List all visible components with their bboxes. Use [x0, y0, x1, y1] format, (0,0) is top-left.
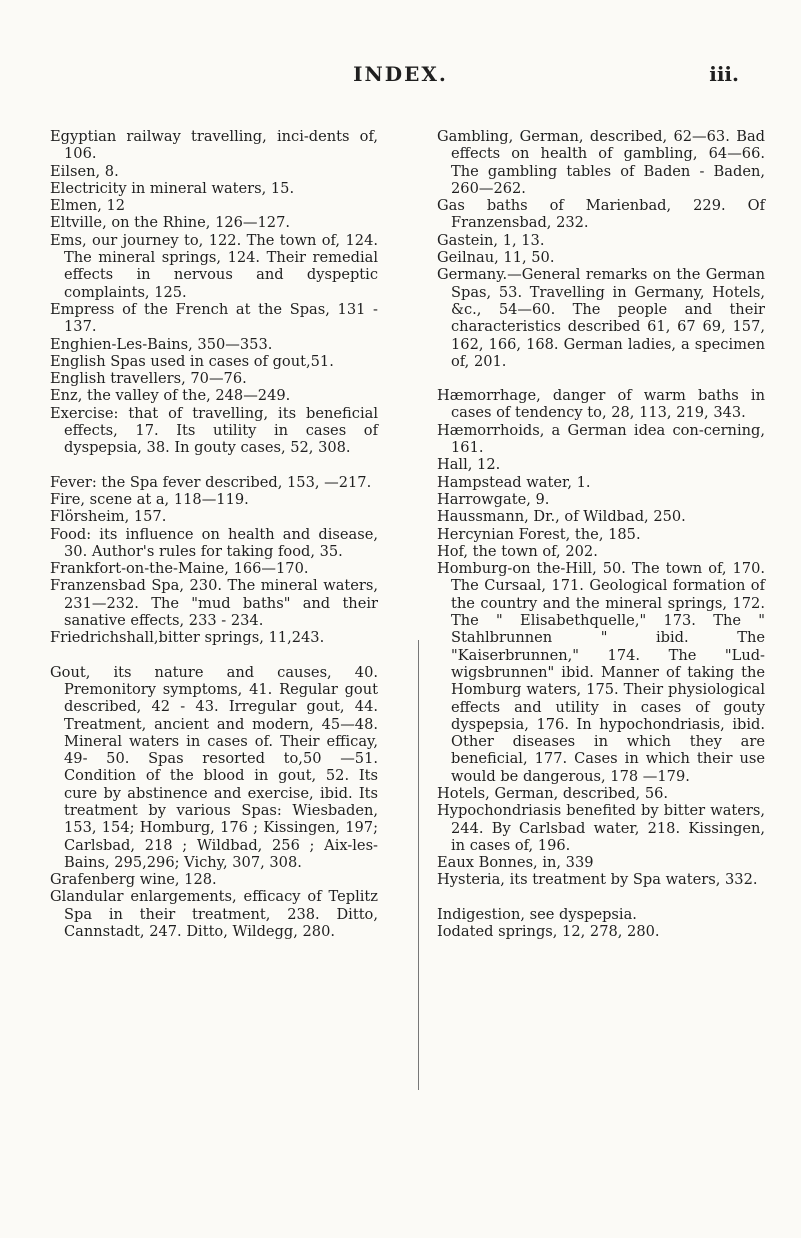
index-entry: Hysteria, its treatment by Spa waters, 332.	[437, 871, 758, 889]
index-entry: Gambling, German, described, 62—63. Bad effects on health of gambling, 64—66. The gambling tables of Baden - Baden, 260—262.	[437, 128, 765, 197]
index-entry: Ems, our journey to, 122. The town of, 124. The mineral springs, 124. Their remedial effects in nervous and dyspeptic complaints, 125.	[50, 231, 378, 301]
index-entry: Enghien-Les-Bains, 350—353.	[50, 335, 273, 353]
column-divider	[418, 640, 419, 1090]
index-entry: Food: its influence on health and disease, 30. Author's rules for taking food, 35.	[50, 525, 378, 560]
index-entry: Electricity in mineral waters, 15.	[50, 179, 295, 197]
index-entry: English travellers, 70—76.	[50, 370, 247, 388]
index-entry: Fire, scene at a, 118—119.	[50, 490, 249, 508]
index-entry: Hypochondriasis benefited by bitter waters, 244. By Carlsbad water, 218. Kissingen, in cases of, 196.	[437, 802, 765, 854]
index-entry: Hercynian Forest, the, 185.	[437, 525, 641, 543]
index-entry: Germany.—General remarks on the German Spas, 53. Travelling in Germany, Hotels, &c., 54—60. The people and their characteristics described 61, 67 69, 157, 162, 166, 168. German ladies, a specimen of, 201.	[437, 266, 765, 370]
index-entry: Franzensbad Spa, 230. The mineral waters, 231—232. The "mud baths" and their sanative effects, 233 - 234.	[50, 577, 378, 630]
index-entry: Eilsen, 8.	[50, 162, 119, 180]
index-entry: Empress of the French at the Spas, 131 - 137.	[50, 300, 378, 336]
index-entry: Gout, its nature and causes, 40. Premonitory symptoms, 41. Regular gout described, 42 - 43. Irregular gout, 44. Treatment, ancient and modern, 45—48. Mineral waters in cases of. Their efficay, 49- 50. Spas resorted to,50 —51. Condition of the blood in gout, 52. Its cure by abstinence and exercise, ibid. Its treatment by various Spas: Wiesbaden, 153, 154; Homburg, 176 ; Kissingen, 197; Carlsbad, 218 ; Wildbad, 256 ; Aix-les-Bains, 295,296; Vichy, 307, 308.	[50, 663, 378, 871]
index-entry: Grafenberg wine, 128.	[50, 871, 217, 889]
index-entry: Hæmorrhage, danger of warm baths in cases of tendency to, 28, 113, 219, 343.	[437, 387, 765, 422]
index-entry: Hampstead water, 1.	[437, 473, 591, 491]
index-entry: Haussmann, Dr., of Wildbad, 250.	[437, 508, 686, 526]
index-entry: Geilnau, 11, 50.	[437, 249, 555, 267]
index-entry: Fever: the Spa fever described, 153, —217.	[50, 473, 372, 491]
index-entry: Frankfort-on-the-Maine, 166—170.	[50, 560, 309, 578]
index-entry: Egyptian railway travelling, inci-dents of, 106.	[50, 128, 378, 163]
right-column	[437, 128, 765, 940]
index-entry: Gas baths of Marienbad, 229. Of Franzensbad, 232.	[437, 197, 765, 232]
section-gap	[437, 370, 765, 387]
index-entry: Glandular enlargements, efficacy of Teplitz Spa in their treatment, 238. Ditto, Cannstadt, 247. Ditto, Wildegg, 280.	[50, 888, 378, 941]
index-entry: Hof, the town of, 202.	[437, 542, 598, 560]
index-entry: Friedrichshall,bitter springs, 11,243.	[50, 629, 325, 647]
index-entry: Homburg-on the-Hill, 50. The town of, 170. The Cursaal, 171. Geological formation of the country and the mineral springs, 172. The " Elisabethquelle," 173. The " Stahlbrunnen " ibid. The "Kaiserbrunnen," 174. The "Lud-wigsbrunnen" ibid. Manner of taking the Homburg waters, 175. Their physiological effects and utility in cases of gouty dyspepsia, 176. In hypochondriasis, ibid. Other diseases in which they are beneficial, 177. Cases in which their use would be dangerous, 178 —179.	[437, 560, 765, 785]
index-entry: Exercise: that of travelling, its beneficial effects, 17. Its utility in cases of dyspepsia, 38. In gouty cases, 52, 308.	[50, 404, 378, 457]
index-entry: Indigestion, see dyspepsia.	[437, 905, 637, 923]
index-entry: Enz, the valley of the, 248—249.	[50, 387, 291, 405]
section-gap	[50, 647, 378, 664]
index-entry: Iodated springs, 12, 278, 280.	[437, 923, 660, 941]
index-entry: Gastein, 1, 13.	[437, 231, 545, 249]
page-title: INDEX.	[353, 62, 448, 86]
index-entry: English Spas used in cases of gout,51.	[50, 352, 334, 370]
page-header	[0, 62, 801, 92]
left-column	[50, 128, 378, 940]
index-entry: Eaux Bonnes, in, 339	[437, 854, 594, 872]
index-entry: Eltville, on the Rhine, 126—127.	[50, 214, 291, 232]
index-entry: Elmen, 12	[50, 197, 126, 215]
index-entry: Flörsheim, 157.	[50, 508, 167, 526]
page-number: iii.	[709, 62, 739, 86]
section-gap	[437, 889, 765, 906]
index-entry: Harrowgate, 9.	[437, 490, 550, 508]
index-entry: Hall, 12.	[437, 456, 501, 474]
index-entry: Hæmorrhoids, a German idea con-cerning, 161.	[437, 421, 765, 457]
section-gap	[50, 457, 378, 474]
index-entry: Hotels, German, described, 56.	[437, 784, 669, 802]
